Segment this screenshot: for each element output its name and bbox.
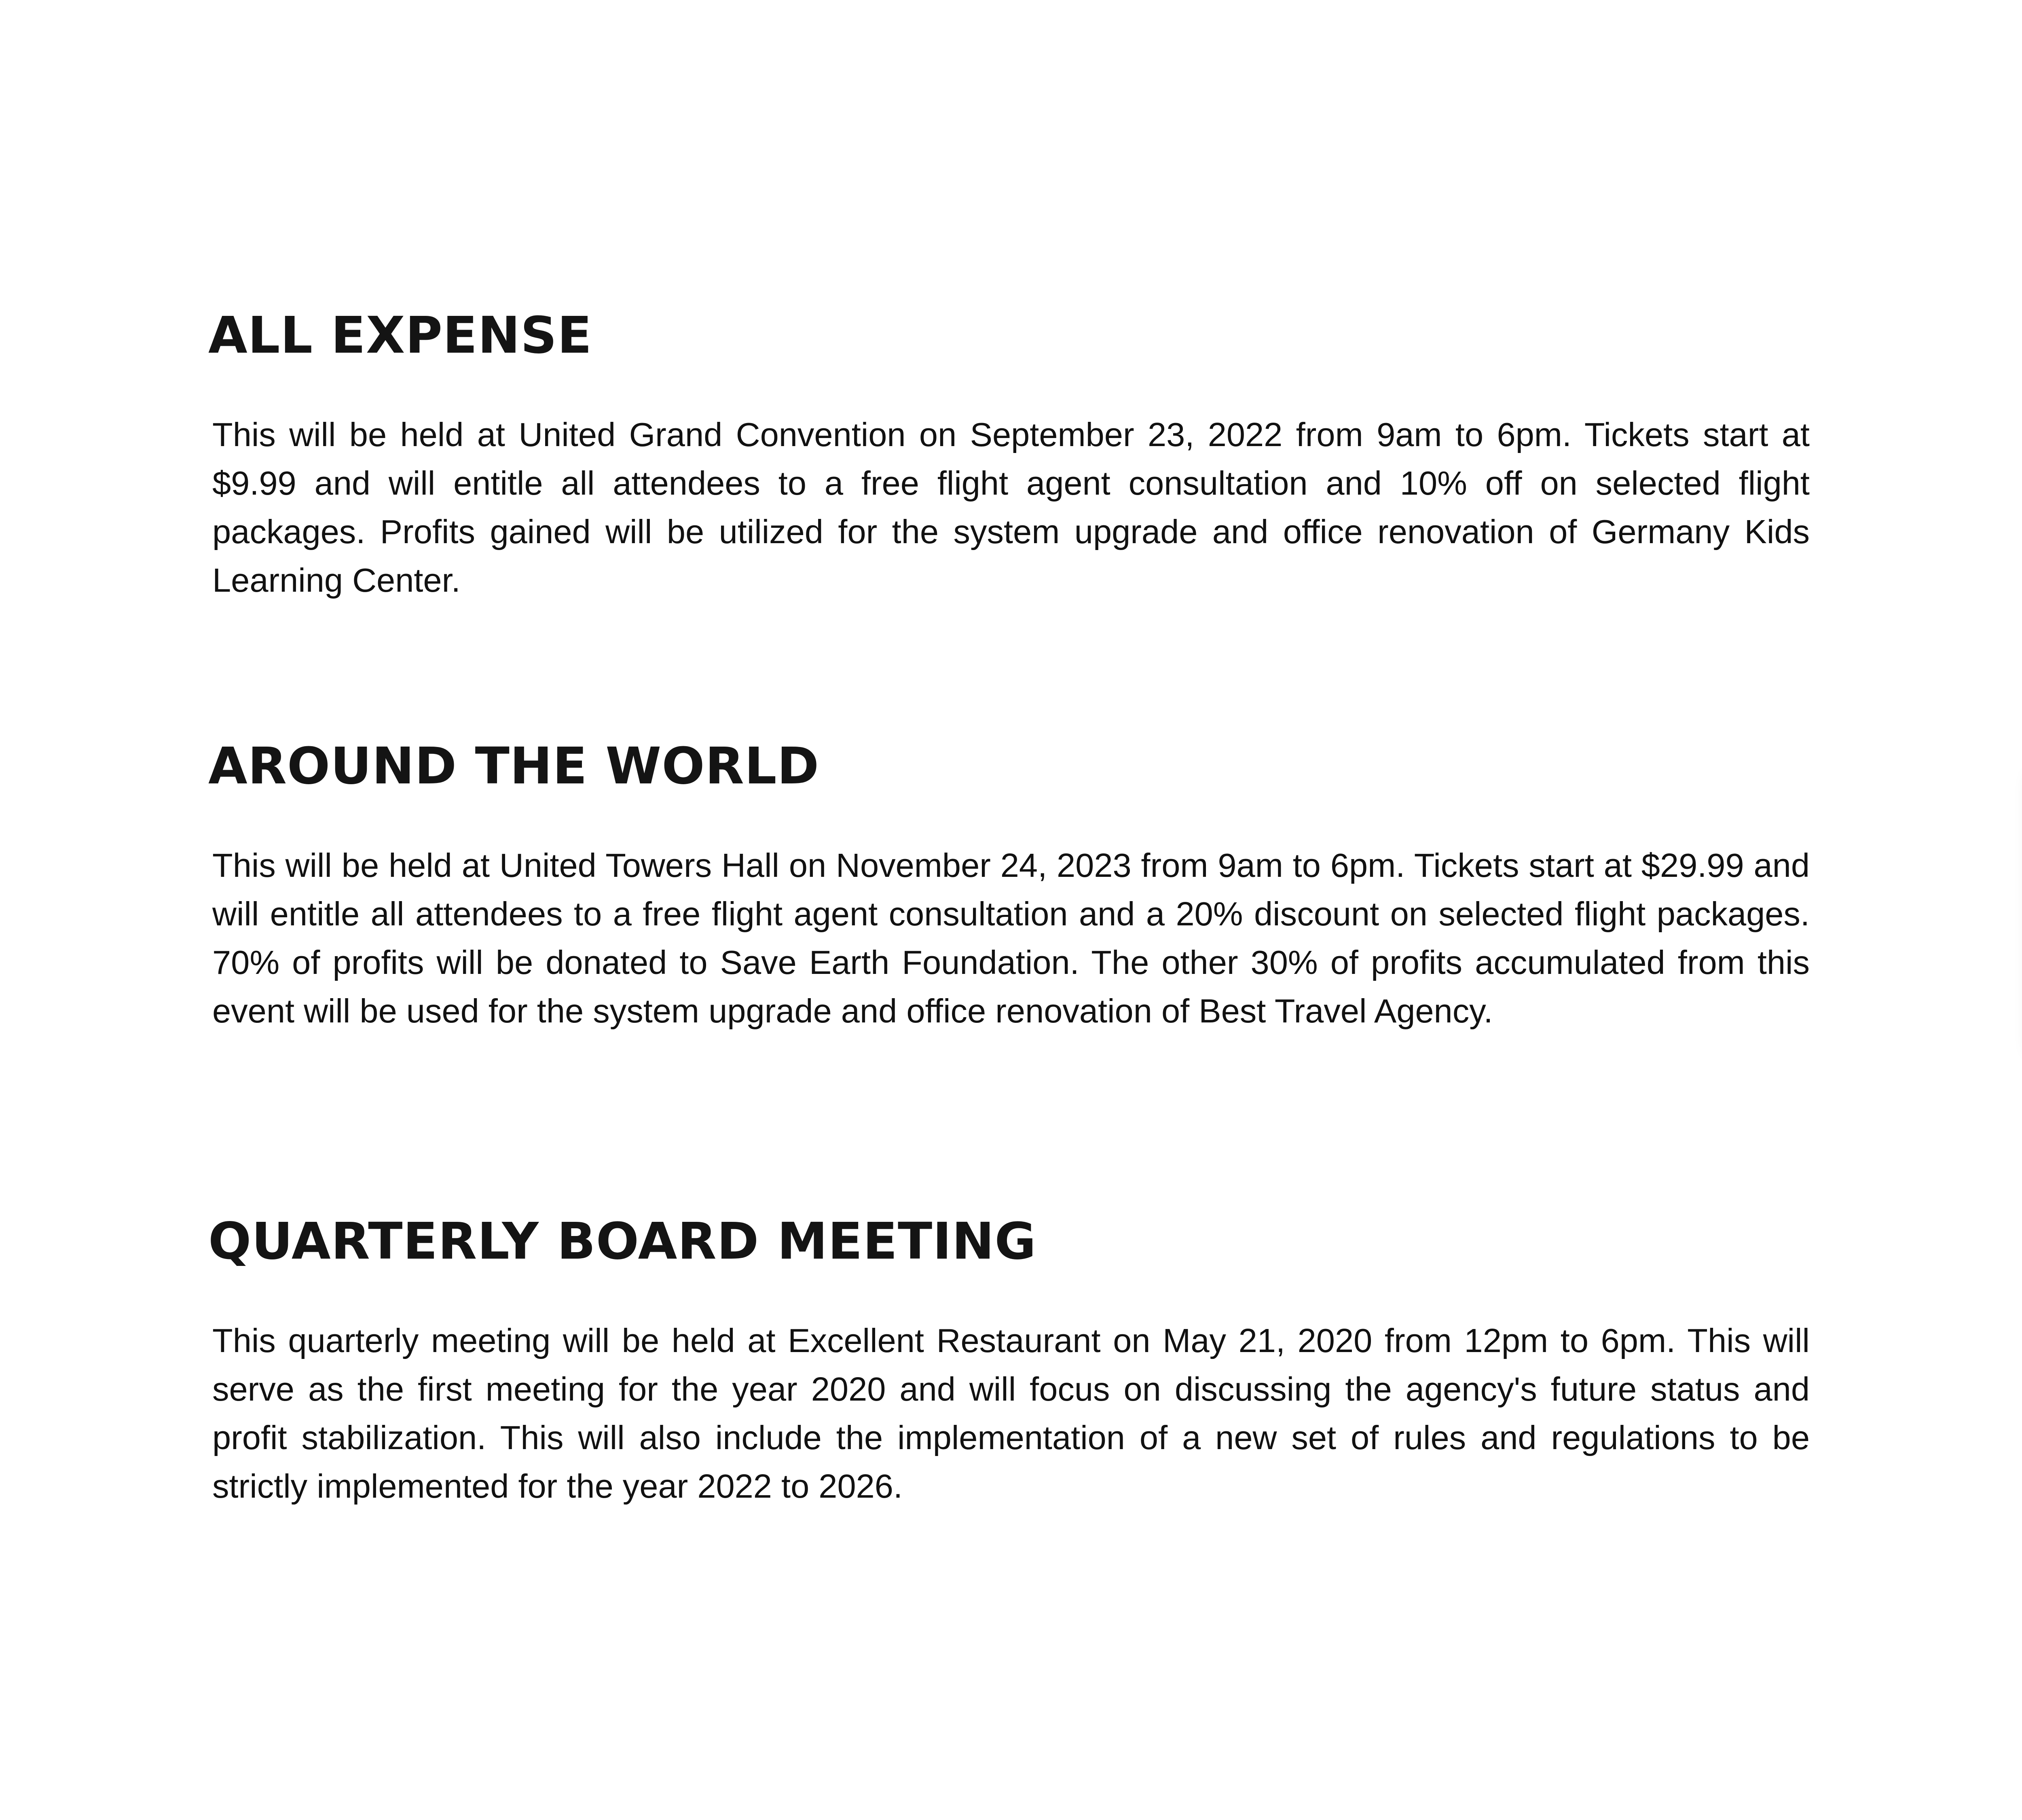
section-body: This quarterly meeting will be held at Excellent Restaurant on May 21, 2020 from 12pm to 6pm. This will serve as the first meeting for the year 2020 and will focus on discussing the agency's future status and profit stabilization. This will also include the implementation of a new set of rules and regulations to be strictly implemented for the year 2022 to 2026. bbox=[212, 1322, 1810, 1505]
section-title: AROUND THE WORLD bbox=[208, 737, 820, 796]
section-body: This will be held at United Grand Convention on September 23, 2022 from 9am to 6pm. Tickets start at $9.99 and will entitle all attendees to a free flight agent consultation and 10% off on selected flight packages. Profits gained will be utilized for the system upgrade and office renovation of Germany Kids Learning Center. bbox=[212, 416, 1810, 599]
agenda-item-all-expense bbox=[208, 305, 1810, 599]
section-title: ALL EXPENSE bbox=[208, 306, 592, 365]
agenda-item-quarterly-board-meeting bbox=[208, 1211, 1810, 1505]
section-body: This will be held at United Towers Hall on November 24, 2023 from 9am to 6pm. Tickets start at $29.99 and will entitle all attendees to a free flight agent consultation and a 20% discount on selected flight packages. 70% of profits will be donated to Save Earth Foundation. The other 30% of profits accumulated from this event will be used for the system upgrade and office renovation of Best Travel Agency. bbox=[212, 847, 1810, 1030]
section-title: QUARTERLY BOARD MEETING bbox=[208, 1212, 1037, 1271]
agenda-item-around-the-world bbox=[208, 736, 1810, 1030]
